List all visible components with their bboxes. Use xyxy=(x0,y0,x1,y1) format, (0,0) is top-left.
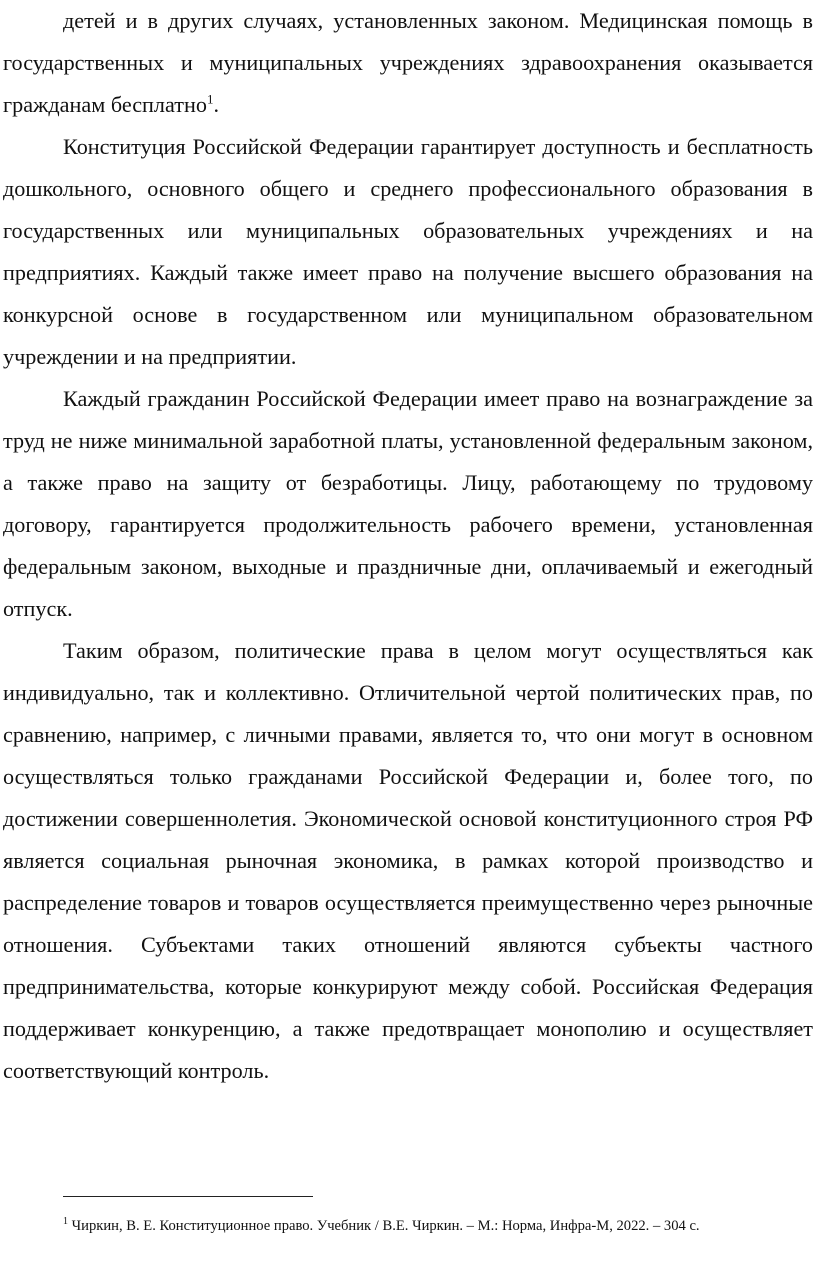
footnote-text: Чиркин, В. Е. Конституционное право. Учебник / В.Е. Чиркин. – М.: Норма, Инфра-М, 2022. – 304 с. xyxy=(68,1218,700,1234)
paragraph-text: детей и в других случаях, установленных законом. Медицинская помощь в государственных и муниципальных учреждениях здравоохранения оказывается гражданам бесплатно xyxy=(3,8,813,117)
footnote xyxy=(3,1212,813,1240)
document-body xyxy=(3,0,813,1092)
footnote-mark: 1 xyxy=(63,1216,68,1228)
paragraph-education: Конституция Российской Федерации гарантирует доступность и бесплатность дошкольного, основного общего и среднего профессионального образования в государственных или муниципальных образовательных учреждениях и на предприятиях. Каждый также имеет право на получение высшего образования на конкурсной основе в государственном или муниципальном образовательном учреждении и на предприятии. xyxy=(3,134,813,369)
footnote-separator xyxy=(63,1196,313,1197)
paragraph-political-rights: Таким образом, политические права в целом могут осуществляться как индивидуально, так и коллективно. Отличительной чертой политических прав, по сравнению, например, с личными правами, является то, что они могут в основном осуществляться только гражданами Российской Федерации и, более того, по достижении совершеннолетия. Экономической основой конституционного строя РФ является социальная рыночная экономика, в рамках которой производство и распределение товаров и товаров осуществляется преимущественно через рыночные отношения. Субъектами таких отношений являются субъекты частного предпринимательства, которые конкурируют между собой. Российская Федерация поддерживает конкуренцию, а также предотвращает монополию и осуществляет соответствующий контроль. xyxy=(3,638,813,1083)
paragraph-tail: . xyxy=(213,92,219,117)
paragraph-medical-care xyxy=(3,0,813,126)
paragraph-labor: Каждый гражданин Российской Федерации имеет право на вознаграждение за труд не ниже минимальной заработной платы, установленной федеральным законом, а также право на защиту от безработицы. Лицу, работающему по трудовому договору, гарантируется продолжительность рабочего времени, установленная федеральным законом, выходные и праздничные дни, оплачиваемый и ежегодный отпуск. xyxy=(3,386,813,621)
footnote-reference[interactable]: 1 xyxy=(206,91,214,107)
